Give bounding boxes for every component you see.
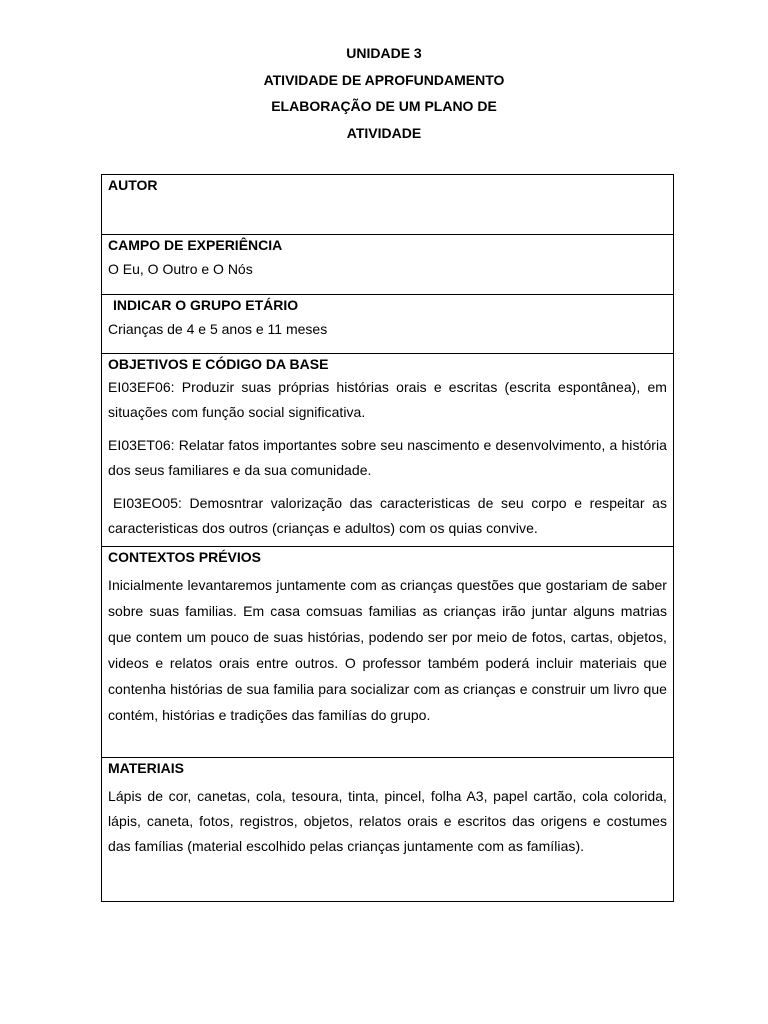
section-heading-campo: CAMPO DE EXPERIÊNCIA [108,237,283,253]
section-materiais [102,758,673,901]
objetivo-item: EI03ET06: Relatar fatos importantes sobre seu nascimento e desenvolvimento, a história dos seus familiares e da sua comunidade. [108,437,667,478]
activity-plan-table [101,174,674,902]
document-title [0,40,768,146]
section-heading-objetivos: OBJETIVOS E CÓDIGO DA BASE [108,356,329,372]
section-heading-autor: AUTOR [108,177,158,193]
section-objetivos [102,354,673,547]
materiais-text: Lápis de cor, canetas, cola, tesoura, tinta, pincel, folha A3, papel cartão, cola colorida, lápis, caneta, fotos, registros, objetos, relatos orais e escritos das origens e costumes das famílias (material escolhido pelas crianças juntamente com as famílias). [108,788,667,855]
section-heading-materiais: MATERIAIS [108,760,184,776]
section-autor [102,175,673,235]
section-contextos-previos [102,547,673,758]
title-activity-type: ATIVIDADE DE APROFUNDAMENTO [263,71,505,88]
section-heading-contextos: CONTEXTOS PRÉVIOS [108,549,261,565]
section-campo-experiencia [102,235,673,295]
objetivo-item: EI03EO05: Demosntrar valorização das caracteristicas de seu corpo e respeitar as caracteristicas dos outros (crianças e adultos) com os quias convive. [108,495,667,536]
grupo-value: Crianças de 4 e 5 anos e 11 meses [108,321,328,337]
title-activity: ATIVIDADE [346,124,422,141]
campo-value: O Eu, O Outro e O Nós [108,261,253,277]
title-unit: UNIDADE 3 [346,45,422,61]
contextos-text: Inicialmente levantaremos juntamente com as crianças questões que gostariam de saber sobre suas familias. Em casa comsuas familias as crianças irão juntar alguns matrias que contem um pouco de suas histórias, podendo ser por meio de fotos, cartas, objetos, videos e relatos orais entre outros. O professor também poderá incluir materiais que contenha histórias de sua familia para socializar com as crianças e construir um livro que contém, histórias e tradições das familías do grupo. [108,577,667,723]
title-elaboration: ELABORAÇÃO DE UM PLANO DE [271,98,497,114]
objetivo-item: EI03EF06: Produzir suas próprias histórias orais e escritas (escrita espontânea), em situações com função social significativa. [108,379,667,420]
section-heading-grupo: INDICAR O GRUPO ETÁRIO [113,297,299,313]
section-grupo-etario [102,295,673,354]
